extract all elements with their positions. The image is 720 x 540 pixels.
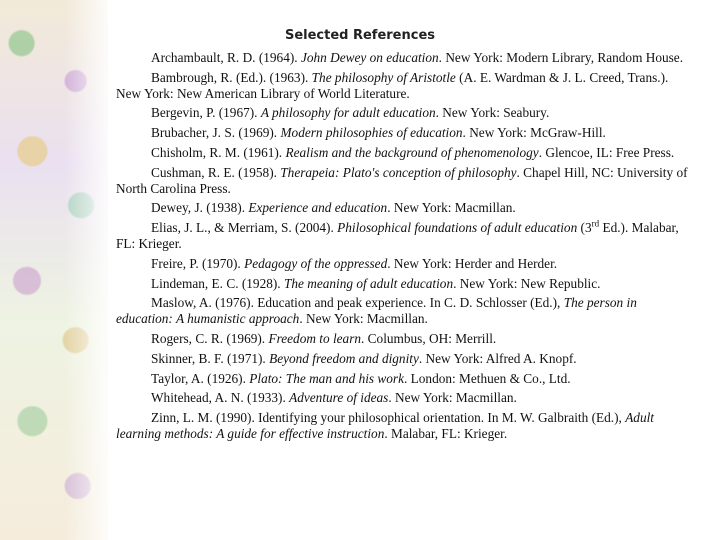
ref-text: . Chapel Hill, NC: University of North Carolina Press.: [116, 164, 688, 196]
reference-item: [116, 70, 696, 102]
ref-text: . Columbus, OH: Merrill.: [361, 330, 497, 346]
reference-item: [116, 50, 696, 66]
ref-text: Lindeman, E. C. (1928).: [151, 275, 284, 291]
ref-text: Whitehead, A. N. (1933).: [151, 390, 290, 406]
ref-text: . New York: McGraw-Hill.: [462, 125, 606, 141]
ref-text: Brubacher, J. S. (1969).: [151, 125, 281, 141]
page-title: Selected References: [284, 28, 436, 43]
reference-item: [116, 351, 696, 367]
ref-title: Adventure of ideas: [289, 390, 389, 406]
reference-list: [116, 50, 696, 446]
ref-text: Taylor, A. (1926).: [151, 370, 250, 386]
ref-title: Philosophical foundations of adult education: [337, 220, 578, 236]
ref-text: Freire, P. (1970).: [151, 255, 245, 271]
ref-text: . New York: Seabury.: [435, 105, 550, 121]
ref-text: Bambrough, R. (Ed.). (1963).: [151, 69, 312, 85]
ref-text: Rogers, C. R. (1969).: [151, 330, 269, 346]
reference-item: [116, 145, 696, 161]
ref-text: . New York: Macmillan.: [299, 311, 428, 327]
ref-text: Maslow, A. (1976). Education and peak experience. In C. D. Schlosser (Ed.),: [151, 295, 564, 311]
ref-text: . New York: Modern Library, Random House.: [438, 50, 684, 65]
reference-item: [116, 200, 696, 216]
ref-text: . New York: Alfred A. Knopf.: [418, 350, 577, 366]
ref-text: Chisholm, R. M. (1961).: [151, 144, 286, 160]
reference-item: [116, 371, 696, 387]
ref-title: Beyond freedom and dignity: [269, 350, 419, 366]
decorative-sidebar: [0, 0, 108, 540]
ref-text: . New York: Herder and Herder.: [387, 255, 558, 271]
ref-title: Therapeia: Plato's conception of philosophy: [280, 164, 517, 180]
ref-title: The philosophy of Aristotle: [311, 69, 456, 85]
ref-title: Adult learning methods: A guide for effective instruction: [116, 410, 654, 441]
ref-text: . London: Methuen & Co., Ltd.: [404, 370, 571, 386]
ref-text: . New York: New Republic.: [453, 275, 601, 291]
ref-text: (3: [577, 220, 592, 236]
ref-title: Realism and the background of phenomenology: [285, 144, 539, 160]
reference-item: [116, 390, 696, 406]
ref-title: Experience and education: [248, 200, 388, 216]
ref-title: A philosophy for adult education: [260, 105, 436, 121]
reference-item: [116, 410, 696, 442]
ref-text: Dewey, J. (1938).: [151, 200, 249, 216]
ref-text: Bergevin, P. (1967).: [151, 105, 261, 121]
ref-title: The person in education: A humanistic approach: [116, 295, 637, 327]
ref-text: . Glencoe, IL: Free Press.: [538, 144, 675, 160]
ref-text: Skinner, B. F. (1971).: [151, 350, 270, 366]
ref-title: The meaning of adult education: [283, 275, 454, 291]
reference-item: [116, 125, 696, 141]
reference-item: [116, 331, 696, 347]
ref-title: John Dewey on education: [300, 50, 439, 65]
ref-text: Ed.). Malabar, FL: Krieger.: [116, 220, 679, 251]
ref-text: Zinn, L. M. (1990). Identifying your philosophical orientation. In M. W. Galbraith (Ed.),: [151, 410, 626, 426]
ref-text: . New York: Macmillan.: [388, 390, 517, 406]
reference-item: [116, 295, 696, 327]
reference-item: [116, 276, 696, 292]
ref-title: Freedom to learn: [268, 330, 362, 346]
reference-item: [116, 165, 696, 197]
ref-text: (A. E. Wardman & J. L. Creed, Trans.). New York: New American Library of World Literature.: [116, 69, 669, 101]
reference-item: [116, 220, 696, 252]
ref-superscript: rd: [591, 218, 600, 229]
ref-text: . New York: Macmillan.: [387, 200, 516, 216]
ref-text: Elias, J. L., & Merriam, S. (2004).: [151, 220, 338, 236]
reference-item: [116, 105, 696, 121]
ref-title: Pedagogy of the oppressed: [244, 255, 388, 271]
reference-item: [116, 256, 696, 272]
ref-text: Cushman, R. E. (1958).: [151, 164, 281, 180]
ref-text: . Malabar, FL: Krieger.: [384, 425, 508, 441]
ref-text: Archambault, R. D. (1964).: [151, 50, 301, 65]
ref-title: Modern philosophies of education: [280, 125, 463, 141]
ref-title: Plato: The man and his work: [249, 370, 405, 386]
